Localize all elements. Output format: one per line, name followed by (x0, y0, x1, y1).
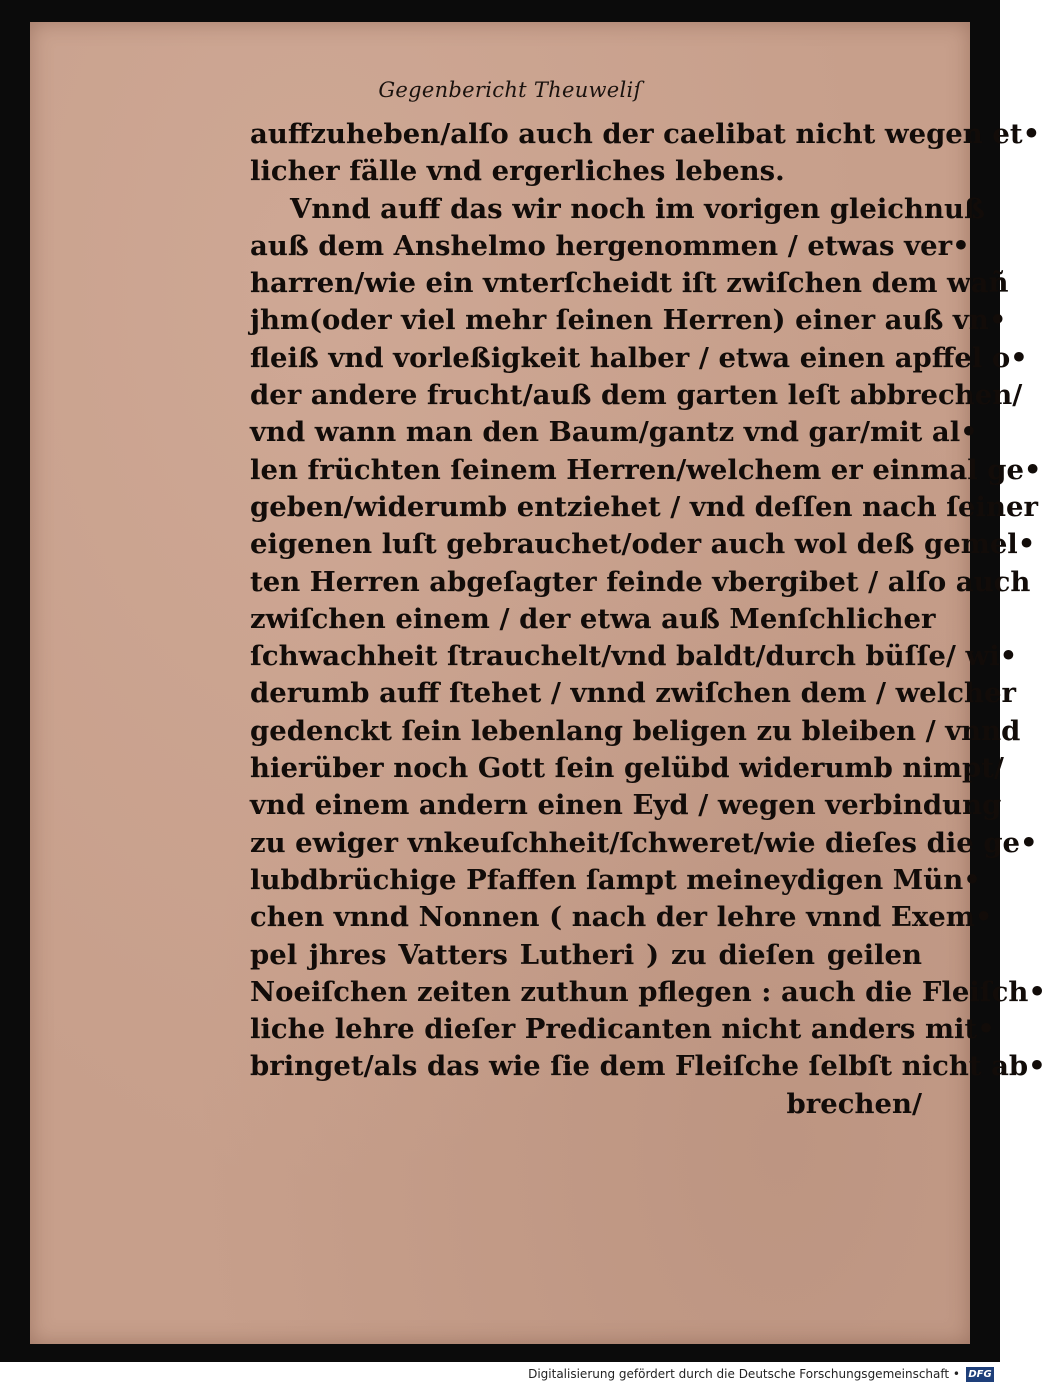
text-line: len früchten ſeinem Herren/welchem er einmal ge• (250, 453, 1042, 486)
text-line: der andere frucht/auß dem garten leſt abbrechen/ (250, 379, 1023, 412)
text-line: auß dem Anshelmo hergenommen / etwas ver• (250, 229, 970, 262)
text-line: lubdbrüchige Pfaffen ſampt meineydigen Mün• (250, 863, 981, 896)
catchword: brechen/ (786, 1087, 922, 1120)
text-line: hierüber noch Gott ſein gelübd widerumb nimpt/ (250, 752, 1004, 785)
footer-bar (0, 1362, 1000, 1388)
text-line: ſchwachheit ſtrauchelt/vnd baldt/durch büſſe/ wi• (250, 640, 1018, 673)
text-line: harren/wie ein vnterſcheidt iſt zwiſchen dem wañ (250, 267, 1009, 300)
text-line: ten Herren abgeſagter feinde vbergibet / alſo auch (250, 565, 1031, 598)
book-page (30, 22, 1046, 1344)
text-line: licher fälle vnd ergerliches lebens. (250, 155, 785, 188)
text-line: liche lehre dieſer Predicanten nicht anders mit• (250, 1013, 995, 1046)
text-line: chen vnnd Nonnen ( nach der lehre vnnd Exem• (250, 901, 993, 934)
text-line: fleiß vnd vorleßigkeit halber / etwa einen apffel o• (250, 341, 1028, 374)
text-block (250, 116, 1046, 1123)
dfg-logo-icon[interactable]: DFG (966, 1367, 994, 1382)
text-line: zwiſchen einem / der etwa auß Menſchlicher (250, 602, 936, 635)
text-line: vnd einem andern einen Eyd / wegen verbindung (250, 789, 1002, 822)
text-line: geben/widerumb entziehet / vnd deſſen nach ſeiner (250, 490, 1038, 523)
funding-credit: Digitalisierung gefördert durch die Deutsche Forschungsgemeinschaft • (528, 1367, 960, 1381)
text-line: bringet/als das wie ſie dem Fleiſche ſelbſt nicht ab• (250, 1050, 1046, 1083)
text-line: auffzuheben/alſo auch der caelibat nicht wegen et• (250, 118, 1041, 150)
text-line: jhm(oder viel mehr ſeinen Herren) einer auß vn• (250, 304, 1007, 337)
text-line: pel jhres Vatters Lutheri ) zu dieſen geilen (250, 938, 922, 971)
text-line: eigenen luſt gebrauchet/oder auch wol deß gemel• (250, 528, 1036, 561)
text-line: zu ewiger vnkeuſchheit/ſchweret/wie dieſes die ge• (250, 826, 1038, 859)
running-head: Gegenbericht Theuweliſ (378, 78, 642, 102)
text-line: Vnnd auff das wir noch im vorigen gleichnuß (290, 192, 985, 225)
text-line: derumb auff ſtehet / vnnd zwiſchen dem / welcher (250, 677, 1016, 710)
text-line: vnd wann man den Baum/gantz vnd gar/mit al• (250, 416, 978, 449)
text-line: gedenckt ſein lebenlang beligen zu bleiben / vnnd (250, 714, 1021, 747)
text-line: Noeiſchen zeiten zuthun pflegen : auch die Fleiſch• (250, 975, 1046, 1008)
